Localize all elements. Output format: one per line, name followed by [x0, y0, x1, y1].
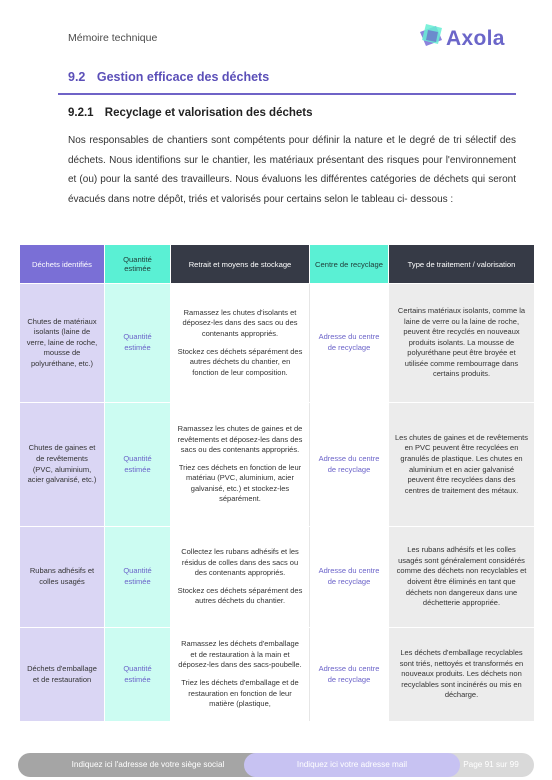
- storage-text: Stockez ces déchets séparément des autres déchets du chantier.: [177, 585, 303, 606]
- quantity-cell: Quantité estimée: [105, 403, 171, 527]
- center-cell: Adresse du centre de recyclage: [310, 628, 389, 722]
- table-row: [20, 284, 535, 403]
- section-divider: [58, 93, 516, 95]
- logo-text: Axola: [446, 27, 505, 50]
- storage-text: Stockez ces déchets séparément des autres déchets du chantier, en fonction de leur composition.: [177, 346, 303, 377]
- footer-email: Indiquez ici votre adresse mail: [244, 753, 460, 777]
- center-cell: Adresse du centre de recyclage: [310, 284, 389, 403]
- storage-cell: [171, 403, 310, 527]
- table-header-row: [20, 245, 535, 284]
- header-center: Centre de recyclage: [310, 245, 389, 284]
- waste-cell: Chutes de matériaux isolants (laine de verre, laine de roche, mousse de polyuréthane, etc.): [20, 284, 105, 403]
- header-storage: Retrait et moyens de stockage: [171, 245, 310, 284]
- treatment-cell: Les rubans adhésifs et les colles usagés sont généralement considérés comme des déchets non recyclables et doivent être éliminés en tant que déchets non dangereux dans une déchetterie appropriée.: [389, 527, 535, 628]
- footer-address: Indiquez ici l'adresse de votre siège social: [18, 753, 278, 777]
- treatment-cell: Certains matériaux isolants, comme la laine de verre ou la laine de roche, peuvent être recyclés en nouveaux produits isolants. La mousse de polyuréthane peut être broyée et utilisée comme rembourrage dans certains produits.: [389, 284, 535, 403]
- storage-cell: [171, 284, 310, 403]
- quantity-cell: Quantité estimée: [105, 527, 171, 628]
- page-footer: [18, 753, 534, 777]
- logo-mark-icon: [416, 22, 446, 52]
- waste-cell: Rubans adhésifs et colles usagés: [20, 527, 105, 628]
- storage-text: Triez les déchets d'emballage et de restauration en fonction de leur matière (plastique,: [181, 678, 299, 709]
- waste-cell: Chutes de gaines et de revêtements (PVC, aluminium, acier galvanisé, etc.): [20, 403, 105, 527]
- center-cell: Adresse du centre de recyclage: [310, 403, 389, 527]
- waste-cell: Déchets d'emballage et de restauration: [20, 628, 105, 722]
- table-row: [20, 527, 535, 628]
- table-row: [20, 628, 535, 722]
- waste-table: [19, 244, 535, 722]
- table-row: [20, 403, 535, 527]
- footer-page-number: Page 91 sur 99: [448, 753, 534, 777]
- intro-paragraph: Nos responsables de chantiers sont compétents pour définir la nature et le degré de tri sélectif des déchets. Nous identifions sur le chantier, les matériaux présentant des risques pour l'environnement et (ou) pour la santé des travailleurs. Nous évaluons les différentes catégories de déchets qui seront évacués dans notre dépôt, triés et valorisés pour certains selon le tableau ci- dessous :: [68, 135, 516, 206]
- storage-cell: [171, 628, 310, 722]
- storage-text: Collectez les rubans adhésifs et les résidus de colles dans des sacs ou des contenants appropriés.: [181, 547, 299, 578]
- quantity-cell: Quantité estimée: [105, 628, 171, 722]
- company-logo: [416, 22, 516, 56]
- storage-text: Ramassez les déchets d'emballage et de restauration à la main et déposez-les dans des sacs-poubelle.: [178, 639, 302, 670]
- header-treatment: Type de traitement / valorisation: [389, 245, 535, 284]
- document-header-label: Mémoire technique: [68, 32, 158, 44]
- subsection-title: Recyclage et valorisation des déchets: [104, 107, 313, 119]
- treatment-cell: Les déchets d'emballage recyclables sont triés, nettoyés et transformés en nouveaux produits. Les déchets non recyclables sont incinérés ou mis en décharge.: [389, 628, 535, 722]
- quantity-cell: Quantité estimée: [105, 284, 171, 403]
- subsection-number: 9.2.1: [68, 107, 94, 119]
- treatment-cell: Les chutes de gaines et de revêtements en PVC peuvent être recyclées en granulés de plastique. Les chutes en aluminium et en acier galvanisé peuvent être recyclées dans des centres de traitement des métaux.: [389, 403, 535, 527]
- storage-cell: [171, 527, 310, 628]
- header-quantity: Quantité estimée: [105, 245, 171, 284]
- storage-text: Ramassez les chutes de gaines et de revêtements et déposez-les dans des sacs ou des contenants appropriés.: [177, 423, 303, 455]
- section-number: 9.2: [68, 70, 86, 84]
- storage-text: Triez ces déchets en fonction de leur matériau (PVC, aluminium, acier galvanisé, etc.) et stockez-les séparément.: [178, 462, 302, 504]
- storage-text: Ramassez les chutes d'isolants et déposez-les dans des sacs ou des contenants appropriés.: [182, 307, 298, 338]
- section-title: Gestion efficace des déchets: [96, 70, 270, 84]
- header-waste: Déchets identifiés: [20, 245, 105, 284]
- center-cell: Adresse du centre de recyclage: [310, 527, 389, 628]
- subsection-heading: [68, 107, 313, 119]
- section-heading: [68, 70, 516, 84]
